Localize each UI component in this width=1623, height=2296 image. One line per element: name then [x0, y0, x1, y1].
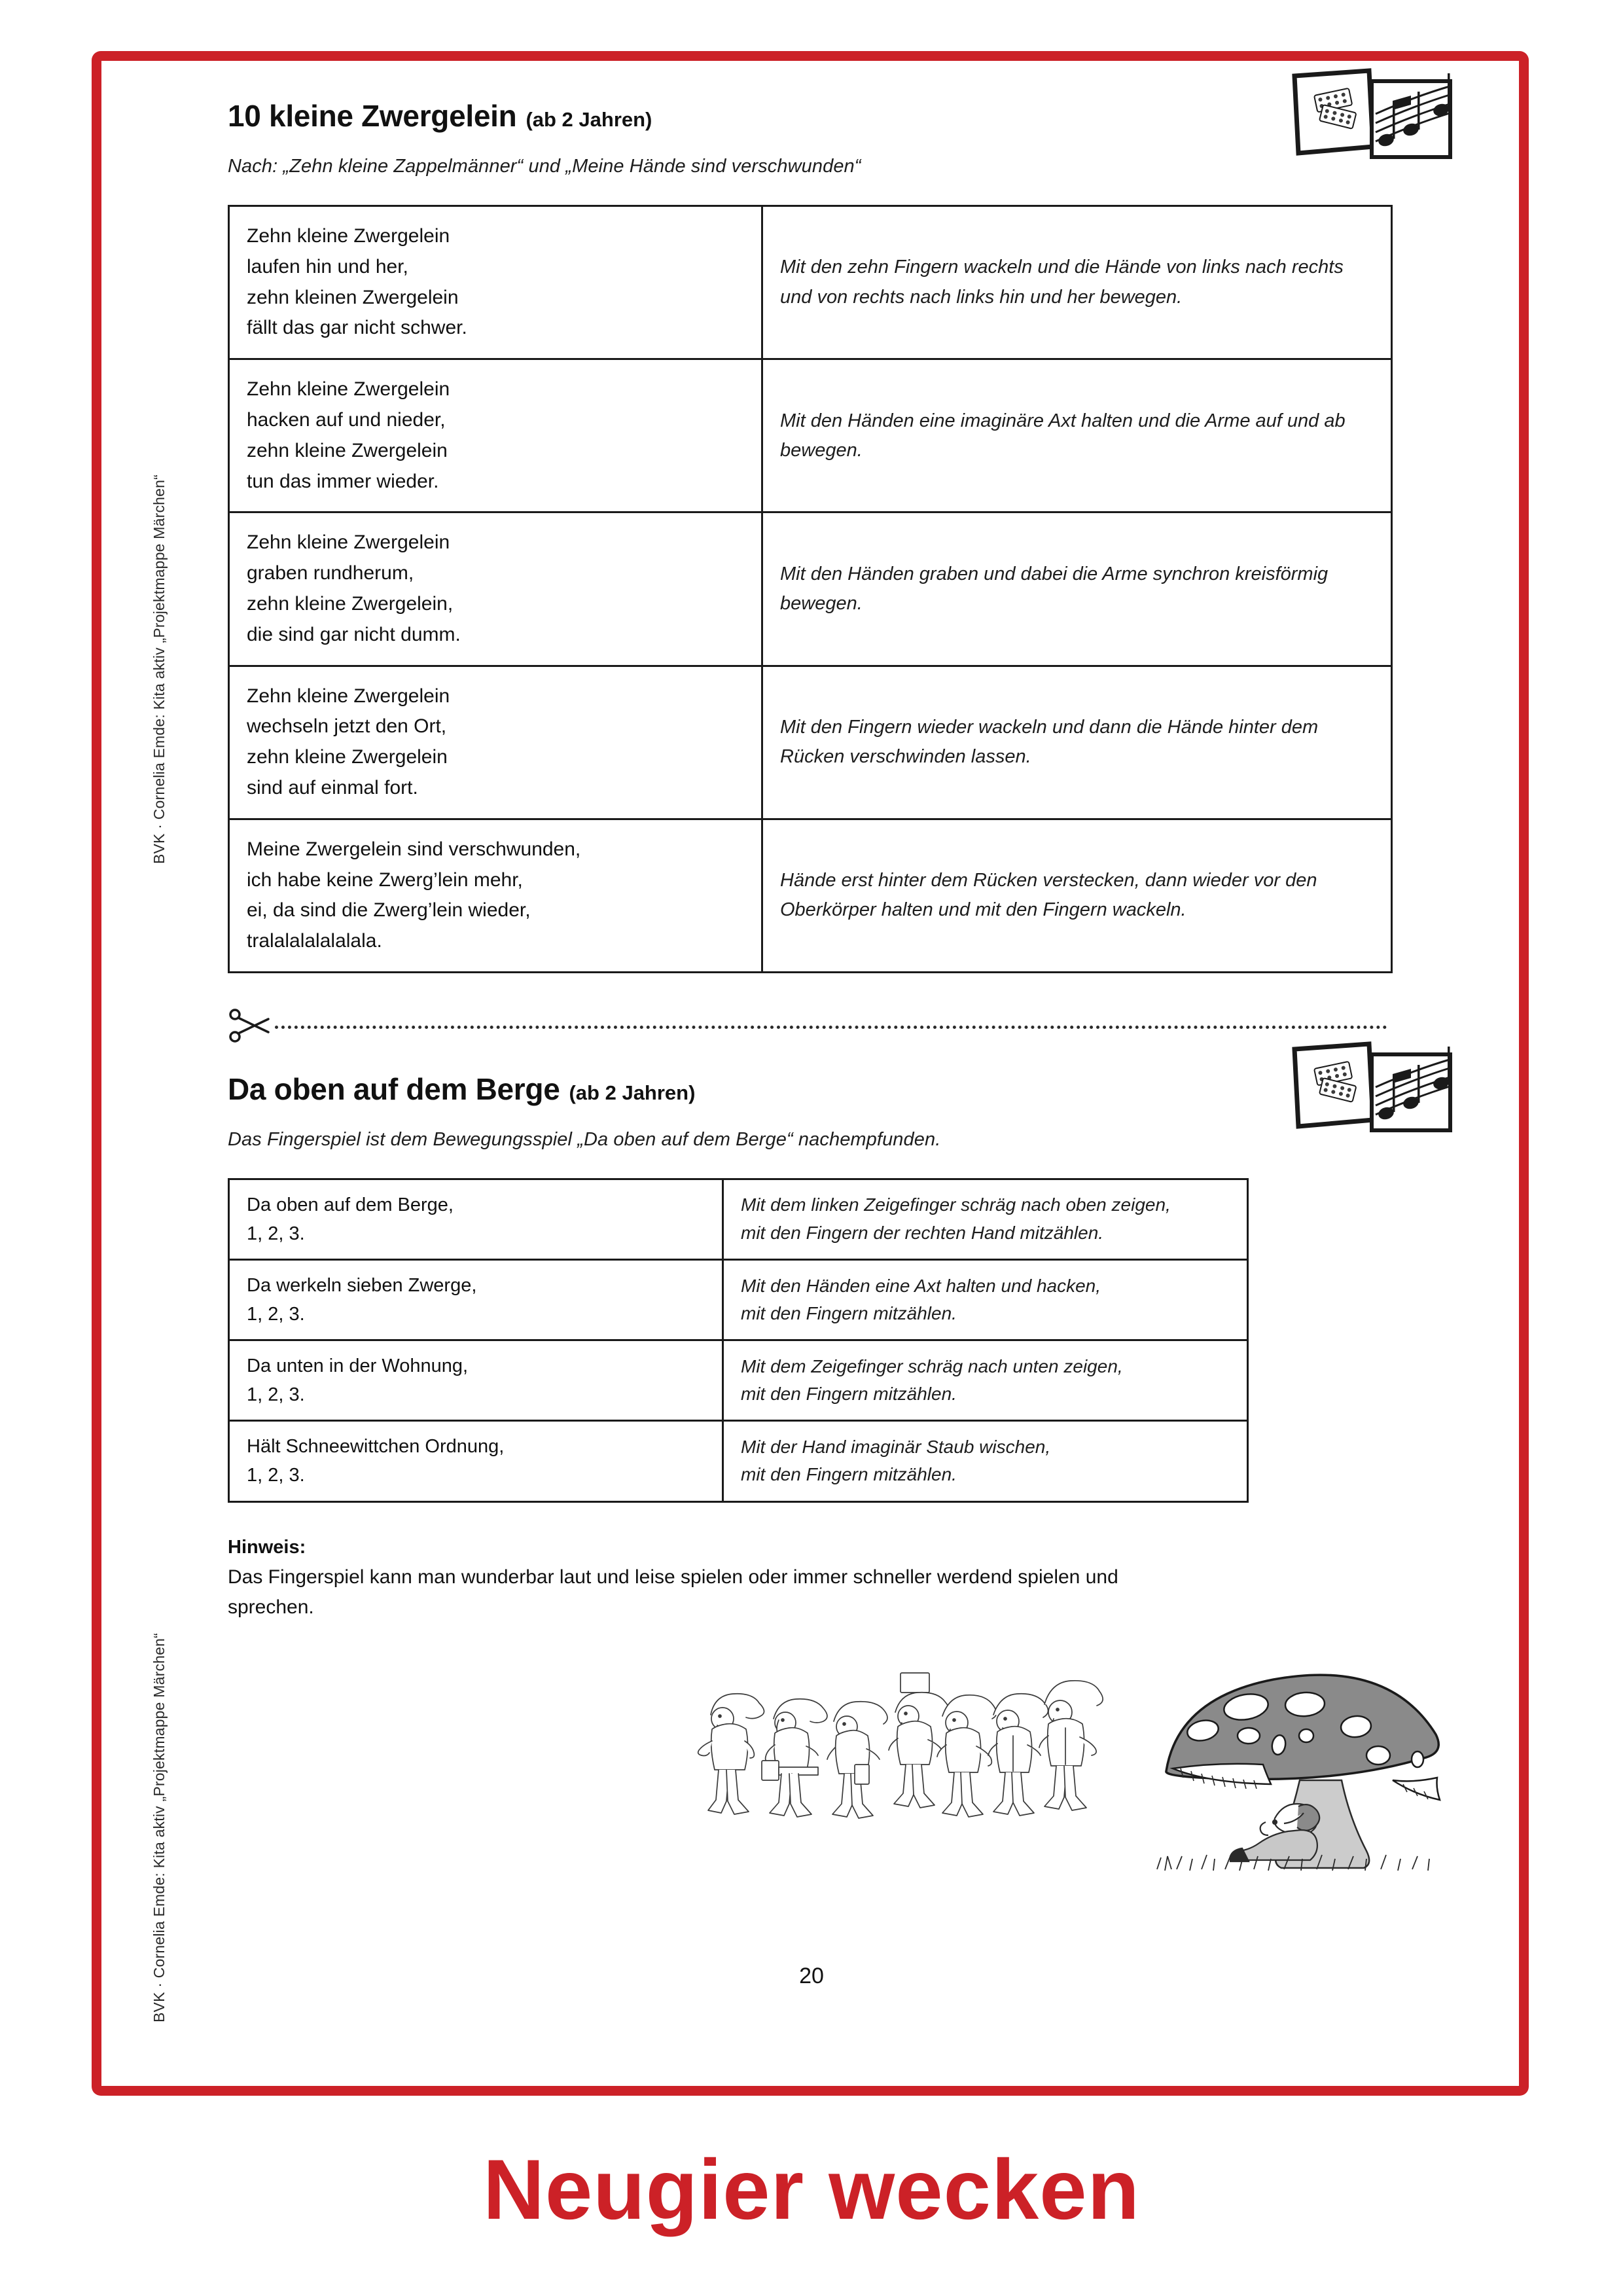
verse-cell: Da unten in der Wohnung, 1, 2, 3.	[229, 1340, 723, 1421]
action-cell: Mit den Händen eine imaginäre Axt halten und die Arme auf und ab bewegen.	[762, 359, 1392, 512]
verse-table-2	[228, 1178, 1249, 1503]
hinweis-text: Das Fingerspiel kann man wunderbar laut und leise spielen oder immer schneller werdend spielen und sprechen.	[228, 1566, 1118, 1619]
verse-cell: Meine Zwergelein sind verschwunden, ich habe keine Zwerg’lein mehr, ei, da sind die Zwerg’lein wieder, tralalalalalalala.	[229, 819, 762, 972]
side-credit-bottom: BVK · Cornelia Emde: Kita aktiv „Projektmappe Märchen“	[151, 1633, 168, 2022]
section-subtitle: Nach: „Zehn kleine Zappelmänner“ und „Meine Hände sind verschwunden“	[228, 156, 861, 177]
section-age-label: (ab 2 Jahren)	[526, 108, 652, 131]
table-row	[229, 1179, 1248, 1259]
action-cell: Mit den Händen eine Axt halten und hacken, mit den Fingern mitzählen.	[723, 1260, 1248, 1340]
verse-cell: Hält Schneewittchen Ordnung, 1, 2, 3.	[229, 1421, 723, 1501]
verse-cell: Da werkeln sieben Zwerge, 1, 2, 3.	[229, 1260, 723, 1340]
table-row	[229, 1421, 1248, 1501]
table-row	[229, 206, 1392, 359]
action-cell: Mit dem linken Zeigefinger schräg nach oben zeigen, mit den Fingern der rechten Hand mitzählen.	[723, 1179, 1248, 1259]
action-cell: Mit den zehn Fingern wackeln und die Hände von links nach rechts und von rechts nach links hin und her bewegen.	[762, 206, 1392, 359]
dwarf-parade-illustration	[679, 1662, 1111, 1859]
illustrations	[228, 1662, 1438, 1898]
bottom-banner: Neugier wecken	[483, 2142, 1140, 2237]
action-cell: Mit den Fingern wieder wackeln und dann die Hände hinter dem Rücken verschwinden lassen.	[762, 666, 1392, 819]
book-music-icon	[1289, 1037, 1453, 1142]
section-heading	[228, 1071, 1438, 1107]
section-10-kleine-zwergelein	[228, 98, 1438, 973]
book-music-icon	[1289, 64, 1453, 169]
table-row	[229, 666, 1392, 819]
section-heading	[228, 98, 1438, 134]
verse-cell: Zehn kleine Zwergelein wechseln jetzt den Ort, zehn kleine Zwergelein sind auf einmal fort.	[229, 666, 762, 819]
page-number: 20	[799, 1964, 824, 1988]
table-row	[229, 359, 1392, 512]
section-title: Da oben auf dem Berge	[228, 1071, 560, 1106]
action-cell: Mit den Händen graben und dabei die Arme synchron kreisförmig bewegen.	[762, 512, 1392, 666]
section-da-oben-auf-dem-berge	[228, 1071, 1438, 1503]
table-row	[229, 512, 1392, 666]
page-content	[228, 98, 1438, 1898]
action-cell: Mit dem Zeigefinger schräg nach unten zeigen, mit den Fingern mitzählen.	[723, 1340, 1248, 1421]
table-row	[229, 819, 1392, 972]
action-cell: Mit der Hand imaginär Staub wischen, mit den Fingern mitzählen.	[723, 1421, 1248, 1501]
verse-cell: Zehn kleine Zwergelein graben rundherum, zehn kleine Zwergelein, die sind gar nicht dumm.	[229, 512, 762, 666]
action-cell: Hände erst hinter dem Rücken verstecken, dann wieder vor den Oberkörper halten und mit den Fingern wackeln.	[762, 819, 1392, 972]
verse-table-1	[228, 205, 1393, 973]
hinweis-block	[228, 1537, 1438, 1623]
section-title: 10 kleine Zwergelein	[228, 99, 517, 133]
table-row	[229, 1340, 1248, 1421]
table-row	[229, 1260, 1248, 1340]
hinweis-label: Hinweis:	[228, 1536, 306, 1558]
scissors-icon	[228, 1006, 274, 1045]
mushroom-illustration	[1144, 1656, 1452, 1885]
cut-line	[228, 1006, 1399, 1045]
side-credit-top: BVK · Cornelia Emde: Kita aktiv „Projektmappe Märchen“	[151, 475, 168, 864]
verse-cell: Zehn kleine Zwergelein hacken auf und nieder, zehn kleine Zwergelein tun das immer wieder.	[229, 359, 762, 512]
section-age-label: (ab 2 Jahren)	[569, 1081, 696, 1104]
section-subtitle: Das Fingerspiel ist dem Bewegungsspiel „Da oben auf dem Berge“ nachempfunden.	[228, 1128, 941, 1150]
verse-cell: Zehn kleine Zwergelein laufen hin und her, zehn kleinen Zwergelein fällt das gar nicht schwer.	[229, 206, 762, 359]
verse-cell: Da oben auf dem Berge, 1, 2, 3.	[229, 1179, 723, 1259]
cut-dotted-line	[275, 1026, 1387, 1029]
